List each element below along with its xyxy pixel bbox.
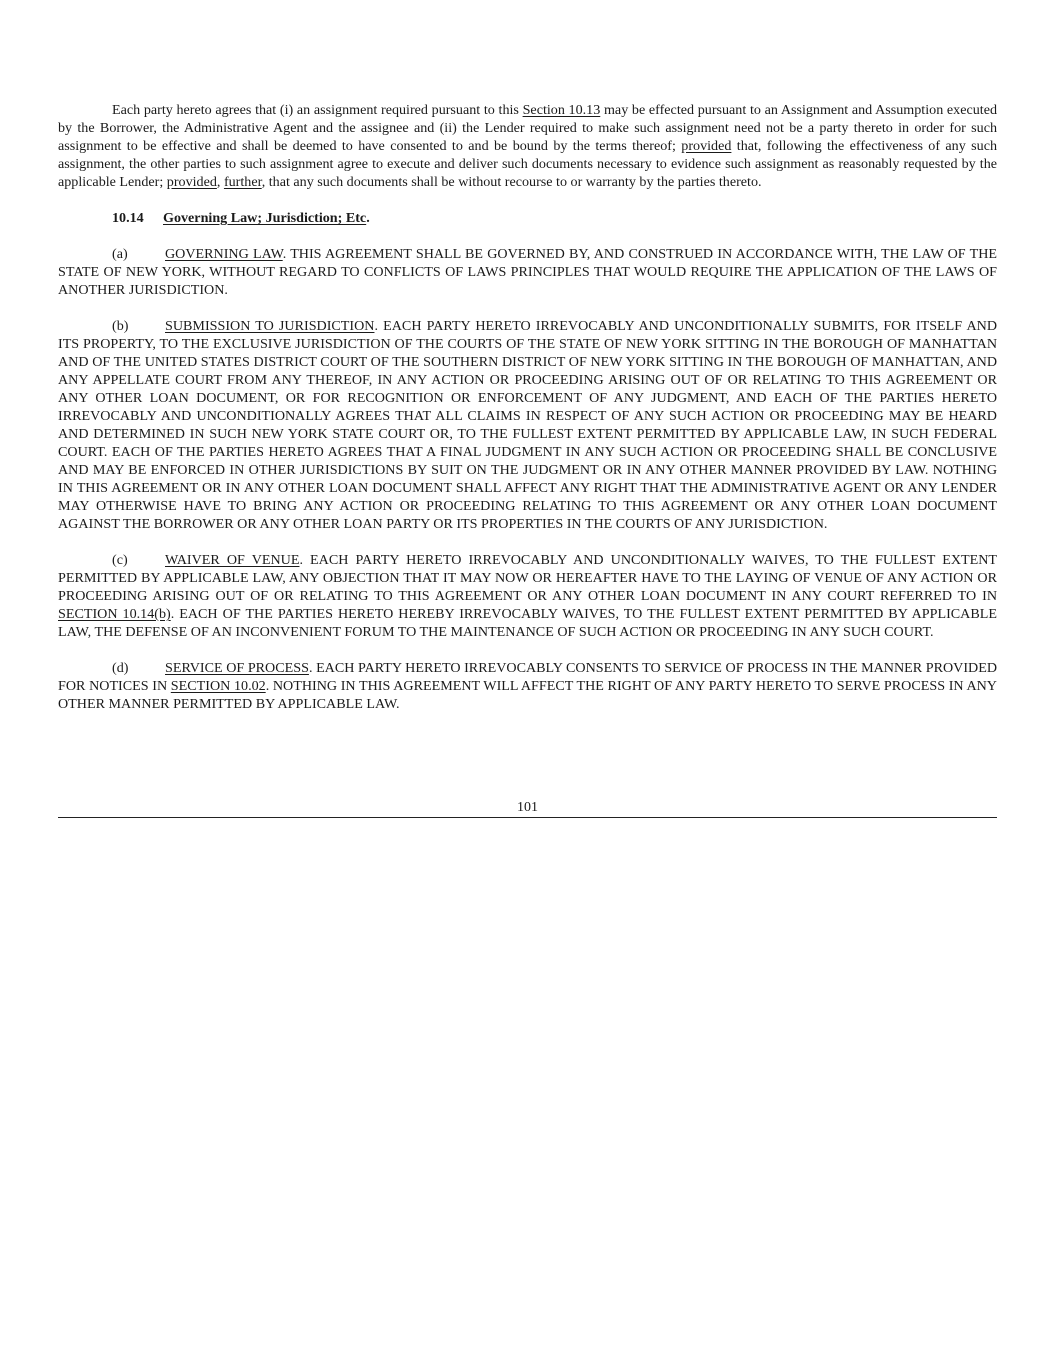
- paragraph-d-text-2: . NOTHING IN THIS AGREEMENT WILL AFFECT THE RIGHT OF ANY PARTY HERETO TO SERVE PROCESS IN ANY OTHER MANNER PERMITTED BY APPLICABLE LAW.: [58, 678, 997, 712]
- paragraph-b-title: SUBMISSION TO JURISDICTION: [165, 318, 375, 334]
- intro-text-4: , that any such documents shall be without recourse to or warranty by the parties thereto.: [261, 174, 762, 190]
- section-title-period: .: [366, 210, 370, 226]
- paragraph-a-label: (a): [112, 246, 128, 262]
- provided-term: provided: [681, 138, 732, 154]
- paragraph-a: [58, 245, 997, 299]
- paragraph-c: [58, 551, 997, 641]
- paragraph-b-label: (b): [112, 318, 129, 334]
- section-10-14b-reference: SECTION 10.14(b): [58, 606, 171, 622]
- section-10-13-reference: Section 10.13: [522, 102, 601, 118]
- paragraph-d-text-1: . EACH PARTY HERETO IRREVOCABLY CONSENTS TO SERVICE OF PROCESS IN THE MANNER PROVIDED FOR NOTICES IN: [58, 660, 997, 694]
- paragraph-a-title: GOVERNING LAW: [165, 246, 283, 262]
- page-number: 101: [517, 800, 538, 815]
- paragraph-c-label: (c): [112, 552, 128, 568]
- document-page: [58, 101, 997, 713]
- section-number: 10.14: [112, 210, 144, 226]
- section-title: Governing Law; Jurisdiction; Etc: [163, 210, 367, 226]
- intro-text-3: that, following the effectiveness of any such assignment, the other parties to such assignment agree to execute and deliver such documents necessary to evidence such assignment as reasonably requested by the applicable Lender;: [58, 138, 997, 190]
- paragraph-b-text: . EACH PARTY HERETO IRREVOCABLY AND UNCONDITIONALLY SUBMITS, FOR ITSELF AND ITS PROPERTY, TO THE EXCLUSIVE JURISDICTION OF THE COURTS OF THE STATE OF NEW YORK SITTING IN THE BOROUGH OF MANHATTAN AND OF THE UNITED STATES DISTRICT COURT OF THE SOUTHERN DISTRICT OF NEW YORK SITTING IN THE BOROUGH OF MANHATTAN, AND ANY APPELLATE COURT FROM ANY THEREOF, IN ANY ACTION OR PROCEEDING ARISING OUT OF OR RELATING TO THIS AGREEMENT OR ANY OTHER LOAN DOCUMENT, OR FOR RECOGNITION OR ENFORCEMENT OF ANY JUDGMENT, AND EACH OF THE PARTIES HERETO IRREVOCABLY AND UNCONDITIONALLY AGREES THAT ALL CLAIMS IN RESPECT OF ANY SUCH ACTION OR PROCEEDING MAY BE HEARD AND DETERMINED IN SUCH NEW YORK STATE COURT OR, TO THE FULLEST EXTENT PERMITTED BY APPLICABLE LAW, IN SUCH FEDERAL COURT. EACH OF THE PARTIES HERETO AGREES THAT A FINAL JUDGMENT IN ANY SUCH ACTION OR PROCEEDING SHALL BE CONCLUSIVE AND MAY BE ENFORCED IN OTHER JURISDICTIONS BY SUIT ON THE JUDGMENT OR IN ANY OTHER MANNER PROVIDED BY LAW. NOTHING IN THIS AGREEMENT OR IN ANY OTHER LOAN DOCUMENT SHALL AFFECT ANY RIGHT THAT THE ADMINISTRATIVE AGENT OR ANY LENDER MAY OTHERWISE HAVE TO BRING ANY ACTION OR PROCEEDING RELATING TO THIS AGREEMENT OR ANY OTHER LOAN DOCUMENT AGAINST THE BORROWER OR ANY OTHER LOAN PARTY OR ITS PROPERTIES IN THE COURTS OF ANY JURISDICTION.: [58, 318, 997, 532]
- further-term: further: [223, 174, 262, 190]
- intro-comma: ,: [216, 174, 224, 190]
- provided-term-2: provided: [166, 174, 217, 190]
- paragraph-a-text: . THIS AGREEMENT SHALL BE GOVERNED BY, AND CONSTRUED IN ACCORDANCE WITH, THE LAW OF THE STATE OF NEW YORK, WITHOUT REGARD TO CONFLICTS OF LAWS PRINCIPLES THAT WOULD REQUIRE THE APPLICATION OF THE LAWS OF ANOTHER JURISDICTION.: [58, 246, 998, 298]
- intro-text-2: may be effected pursuant to an Assignment and Assumption executed by the Borrower, the Administrative Agent and the assignee and (ii) the Lender required to make such assignment need not be a party thereto in order for such assignment to be effective and shall be deemed to have consented to and be bound by the terms thereof;: [58, 102, 998, 154]
- paragraph-c-text-1: . EACH PARTY HERETO IRREVOCABLY AND UNCONDITIONALLY WAIVES, TO THE FULLEST EXTENT PERMITTED BY APPLICABLE LAW, ANY OBJECTION THAT IT MAY NOW OR HEREAFTER HAVE TO THE LAYING OF VENUE OF ANY ACTION OR PROCEEDING ARISING OUT OF OR RELATING TO THIS AGREEMENT OR ANY OTHER LOAN DOCUMENT IN ANY COURT REFERRED TO IN: [58, 552, 997, 604]
- section-heading: [112, 209, 997, 227]
- paragraph-b: [58, 317, 997, 533]
- paragraph-d-title: SERVICE OF PROCESS: [165, 660, 309, 676]
- paragraph-c-title: WAIVER OF VENUE: [165, 552, 300, 568]
- intro-text-1: Each party hereto agrees that (i) an assignment required pursuant to this: [112, 102, 523, 118]
- footer-divider: [58, 817, 997, 818]
- paragraph-d-label: (d): [112, 660, 129, 676]
- section-10-02-reference: SECTION 10.02: [170, 678, 266, 694]
- paragraph-d: [58, 659, 997, 713]
- intro-paragraph: [58, 101, 997, 191]
- paragraph-c-text-2: . EACH OF THE PARTIES HERETO HEREBY IRREVOCABLY WAIVES, TO THE FULLEST EXTENT PERMITTED BY APPLICABLE LAW, THE DEFENSE OF AN INCONVENIENT FORUM TO THE MAINTENANCE OF SUCH ACTION OR PROCEEDING IN ANY SUCH COURT.: [58, 606, 997, 640]
